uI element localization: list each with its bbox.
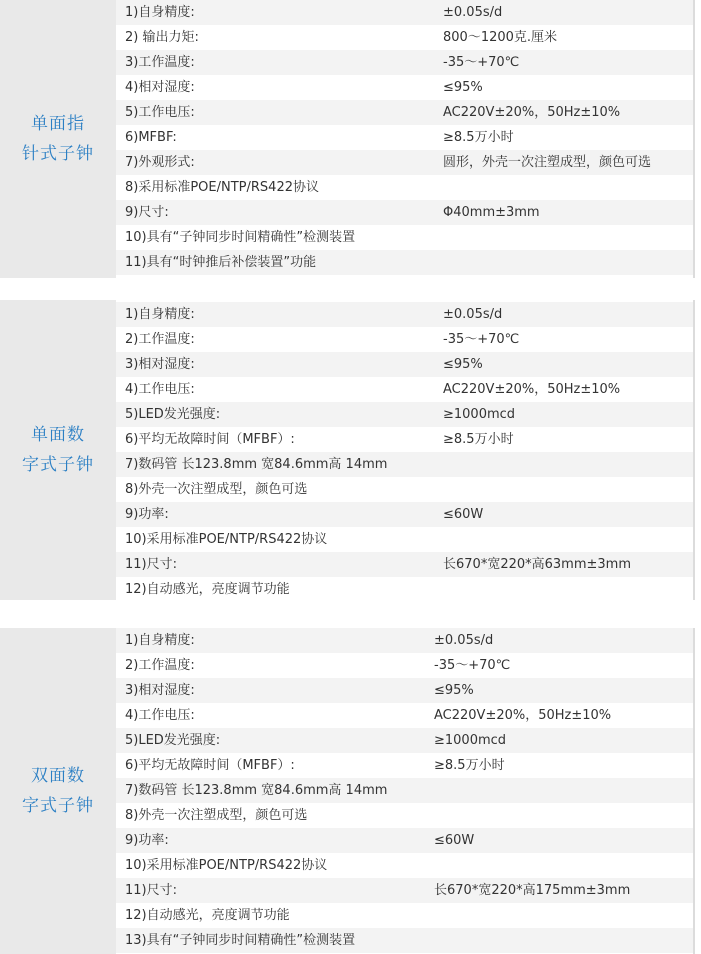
spec-row [116,828,693,853]
section-label [0,628,116,954]
spec-value: ≤60W [434,833,475,848]
spec-row [116,703,693,728]
spec-row [116,903,693,928]
spec-value: ≥8.5万小时 [434,758,505,773]
spec-value: ≥1000mcd [434,733,507,748]
spec-value: AC220V±20%，50Hz±10% [434,708,612,723]
spec-value: -35～+70℃ [443,55,520,70]
section-label-line: 双面数 [31,766,85,786]
spec-row [116,628,693,653]
spec-row [116,200,693,225]
spec-value: ≤95% [434,683,474,698]
spec-key: 8)外壳一次注塑成型，颜色可选 [125,482,308,497]
spec-value: 长670*宽220*高175mm±3mm [434,883,631,898]
spec-key: 3)相对湿度: [125,683,195,698]
spec-value: -35～+70℃ [434,658,511,673]
spec-key: 2)工作温度: [125,332,195,347]
spec-value: ≥8.5万小时 [443,130,514,145]
spec-key: 10)具有“子钟同步时间精确性”检测装置 [125,230,356,245]
spec-row [116,327,693,352]
spec-value: AC220V±20%，50Hz±10% [443,382,621,397]
spec-value: ±0.05s/d [443,5,503,20]
spec-row [116,175,693,200]
section-label-line: 字式子钟 [22,455,94,475]
spec-row [116,552,693,577]
spec-key: 1)自身精度: [125,307,195,322]
spec-key: 8)外壳一次注塑成型，颜色可选 [125,808,308,823]
spec-row [116,0,693,25]
spec-row [116,377,693,402]
spec-row [116,250,693,275]
spec-key: 11)尺寸: [125,883,177,898]
section-label [0,300,116,600]
spec-value: ≤95% [443,357,483,372]
spec-key: 1)自身精度: [125,5,195,20]
spec-key: 1)自身精度: [125,633,195,648]
spec-key: 7)外观形式: [125,155,195,170]
spec-value: Φ40mm±3mm [443,205,540,220]
spec-key: 5)LED发光强度: [125,407,221,422]
spec-key: 2)工作温度: [125,658,195,673]
spec-row [116,150,693,175]
spec-row [116,853,693,878]
spec-row [116,803,693,828]
spec-key: 12)自动感光，亮度调节功能 [125,908,290,923]
spec-key: 12)自动感光，亮度调节功能 [125,582,290,597]
spec-key: 4)工作电压: [125,708,195,723]
spec-key: 6)MFBF: [125,130,177,145]
spec-value: -35～+70℃ [443,332,520,347]
spec-row [116,753,693,778]
spec-section-digital-single [0,300,701,600]
spec-row [116,653,693,678]
spec-row [116,50,693,75]
spec-key: 11)尺寸: [125,557,177,572]
spec-key: 6)平均无故障时间（MFBF）: [125,758,295,773]
spec-key: 9)功率: [125,507,169,522]
spec-key: 13)具有“子钟同步时间精确性”检测装置 [125,933,356,948]
spec-value: ≤60W [443,507,484,522]
spec-key: 7)数码管 长123.8mm 宽84.6mm高 14mm [125,457,388,472]
spec-row [116,100,693,125]
section-label [0,0,116,278]
spec-row [116,452,693,477]
spec-key: 7)数码管 长123.8mm 宽84.6mm高 14mm [125,783,388,798]
table-edge [693,628,695,954]
spec-row [116,928,693,953]
spec-key: 9)尺寸: [125,205,169,220]
spec-row [116,527,693,552]
spec-key: 6)平均无故障时间（MFBF）: [125,432,295,447]
section-label-line: 针式子钟 [22,144,94,164]
section-label-line: 单面指 [31,114,85,134]
spec-row [116,502,693,527]
spec-row [116,402,693,427]
section-label-line: 字式子钟 [22,796,94,816]
spec-row [116,678,693,703]
spec-key: 10)采用标准POE/NTP/RS422协议 [125,532,328,547]
spec-row [116,778,693,803]
spec-value: ±0.05s/d [443,307,503,322]
spec-row [116,225,693,250]
spec-key: 11)具有“时钟推后补偿装置”功能 [125,255,317,270]
spec-value: ±0.05s/d [434,633,494,648]
spec-row [116,125,693,150]
spec-key: 9)功率: [125,833,169,848]
spec-section-digital-double [0,628,701,954]
spec-row [116,352,693,377]
spec-value: 圆形，外壳一次注塑成型，颜色可选 [443,155,652,170]
spec-value: 800～1200克.厘米 [443,30,558,45]
spec-row [116,427,693,452]
spec-row [116,25,693,50]
spec-row [116,878,693,903]
spec-key: 2) 输出力矩: [125,30,199,45]
spec-section-analog-single [0,0,701,278]
spec-key: 4)工作电压: [125,382,195,397]
spec-row [116,477,693,502]
spec-row [116,577,693,602]
table-edge [693,300,695,600]
spec-key: 3)相对湿度: [125,357,195,372]
spec-key: 4)相对湿度: [125,80,195,95]
spec-key: 3)工作温度: [125,55,195,70]
spec-value: ≥1000mcd [443,407,516,422]
section-label-line: 单面数 [31,425,85,445]
spec-row [116,728,693,753]
table-edge [693,0,695,278]
spec-value: ≥8.5万小时 [443,432,514,447]
spec-value: ≤95% [443,80,483,95]
spec-value: 长670*宽220*高63mm±3mm [443,557,631,572]
spec-key: 5)LED发光强度: [125,733,221,748]
spec-row [116,302,693,327]
spec-key: 5)工作电压: [125,105,195,120]
spec-key: 8)采用标准POE/NTP/RS422协议 [125,180,319,195]
spec-row [116,75,693,100]
spec-key: 10)采用标准POE/NTP/RS422协议 [125,858,328,873]
spec-value: AC220V±20%，50Hz±10% [443,105,621,120]
